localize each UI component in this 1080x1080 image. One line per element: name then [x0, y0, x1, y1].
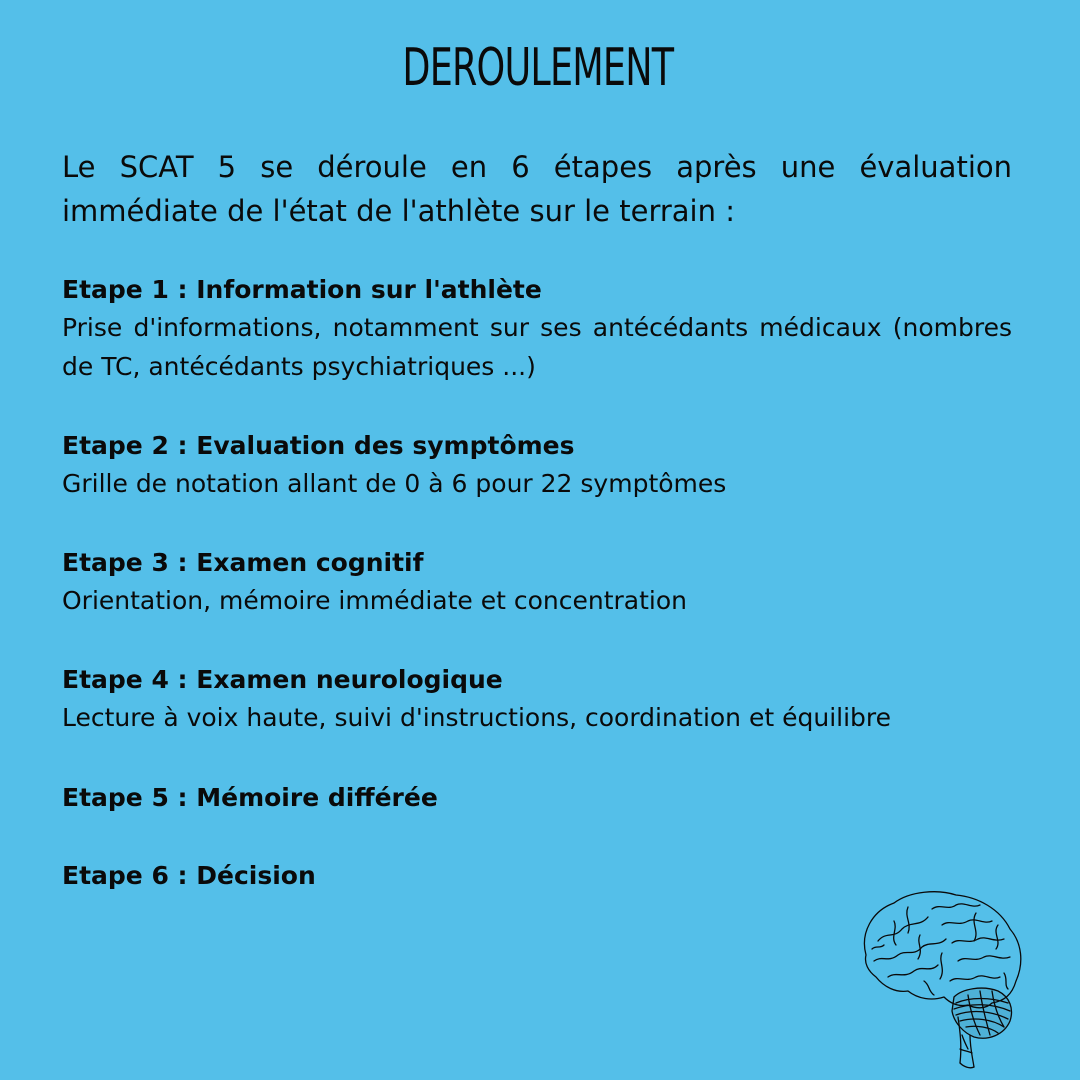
step-title: Etape 2 : Evaluation des symptômes [62, 431, 575, 460]
step-title: Etape 5 : Mémoire différée [62, 783, 438, 812]
step-description: Prise d'informations, notamment sur ses antécédants médicaux (nombres de TC, antécédants psychiatriques ...) [62, 313, 1012, 381]
step-description: Lecture à voix haute, suivi d'instructions, coordination et équilibre [62, 703, 892, 732]
step-title: Etape 4 : Examen neurologique [62, 665, 503, 694]
brain-icon [858, 885, 1028, 1070]
step-4 [62, 664, 1012, 737]
page-title: DEROULEMENT [402, 38, 674, 98]
step-2 [62, 430, 1012, 503]
step-5 [62, 782, 1012, 814]
step-description: Grille de notation allant de 0 à 6 pour 22 symptômes [62, 469, 727, 498]
step-title: Etape 1 : Information sur l'athlète [62, 275, 542, 304]
step-1 [62, 274, 1012, 386]
step-3 [62, 547, 1012, 620]
step-description: Orientation, mémoire immédiate et concentration [62, 586, 687, 615]
step-title: Etape 6 : Décision [62, 861, 316, 890]
step-title: Etape 3 : Examen cognitif [62, 548, 424, 577]
intro-paragraph: Le SCAT 5 se déroule en 6 étapes après une évaluation immédiate de l'état de l'athlète sur le terrain : [62, 150, 1012, 228]
